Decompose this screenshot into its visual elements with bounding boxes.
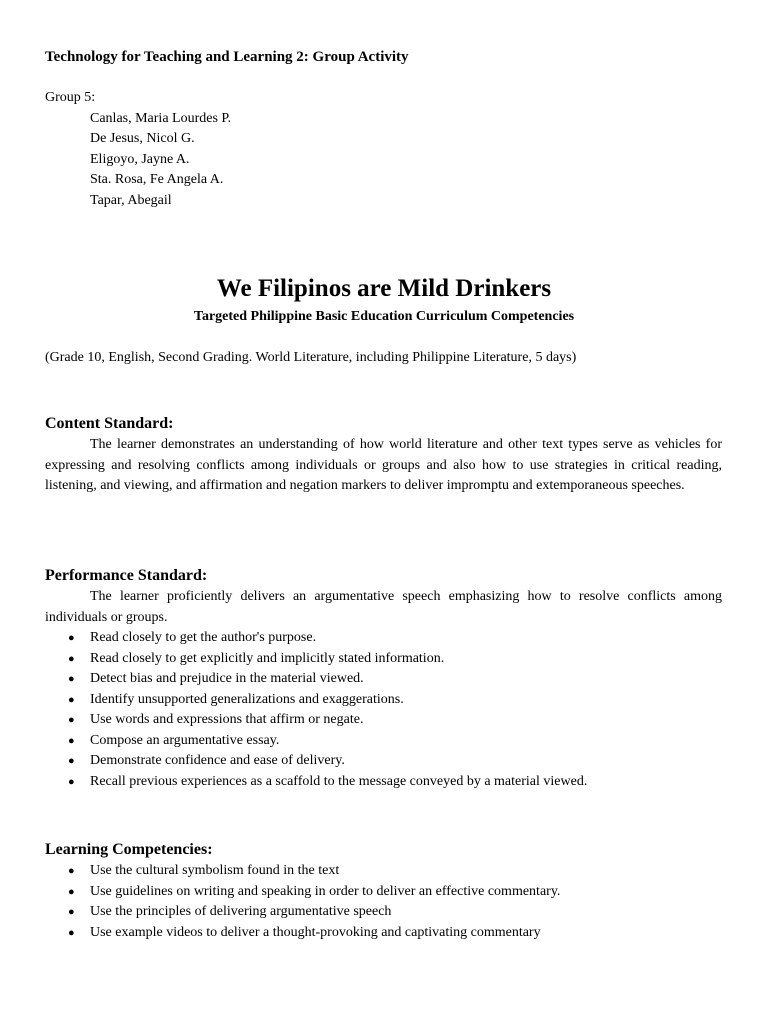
member-name: De Jesus, Nicol G. (90, 131, 195, 146)
grade-info: (Grade 10, English, Second Grading. World Literature, including Philippine Literature, 5 days) (45, 350, 577, 365)
list-item (45, 710, 722, 731)
list-item (45, 923, 722, 944)
list-item-text: Use guidelines on writing and speaking in order to deliver an effective commentary. (90, 883, 561, 899)
list-item-text: Use the cultural symbolism found in the text (90, 863, 340, 878)
bullet-list (45, 628, 722, 792)
list-item-text: Use words and expressions that affirm or negate. (90, 712, 364, 727)
list-item-text: Compose an argumentative essay. (90, 732, 280, 748)
list-item-text: Use the principles of delivering argumentative speech (90, 904, 392, 919)
bullet-icon: ● (68, 755, 75, 767)
bullet-icon: ● (68, 693, 75, 706)
section-heading: Performance Standard: (45, 567, 208, 584)
performance-standard-section (45, 565, 722, 792)
list-item-text: Read closely to get explicitly and implicitly stated information. (90, 650, 445, 666)
bullet-icon: ● (68, 865, 75, 877)
list-item (45, 649, 722, 670)
bullet-icon: ● (68, 885, 75, 898)
member-name: Eligoyo, Jayne A. (90, 151, 190, 167)
bullet-list (45, 861, 722, 943)
bullet-icon: ● (68, 673, 75, 685)
list-item-text: Read closely to get the author's purpose. (90, 630, 317, 645)
list-item (45, 731, 722, 752)
section-heading: Learning Competencies: (45, 841, 213, 858)
group-block (45, 88, 231, 211)
list-item-text: Detect bias and prejudice in the material viewed. (90, 671, 364, 686)
bullet-icon: ● (68, 714, 75, 726)
content-standard-text: The learner demonstrates an understanding of how world literature and other text types serve as vehicles for expressing and resolving conflicts among individuals or groups and also how to use strategies in critical reading, listening, and viewing, and affirmation and negation markers to deliver impromptu and extemporaneous speeches. (45, 437, 722, 493)
group-label: Group 5: (45, 90, 96, 105)
bullet-icon: ● (68, 734, 75, 747)
list-item-text: Demonstrate confidence and ease of delivery. (90, 753, 345, 768)
section-heading: Content Standard: (45, 415, 174, 432)
list-item (45, 772, 722, 793)
list-item (45, 669, 722, 690)
member-name: Sta. Rosa, Fe Angela A. (90, 172, 224, 187)
list-item-text: Identify unsupported generalizations and exaggerations. (90, 691, 404, 707)
content-standard-section (45, 413, 722, 497)
bullet-icon: ● (68, 906, 75, 918)
list-item-text: Use example videos to deliver a thought-provoking and captivating commentary (90, 924, 541, 940)
list-item (45, 902, 722, 923)
course-title: Technology for Teaching and Learning 2: Group Activity (45, 49, 409, 65)
member-name: Tapar, Abegail (90, 192, 172, 208)
list-item (45, 861, 722, 882)
member-name: Canlas, Maria Lourdes P. (90, 110, 232, 126)
list-item (45, 628, 722, 649)
list-item-text: Recall previous experiences as a scaffold to the message conveyed by a material viewed. (90, 773, 588, 789)
document-subtitle: Targeted Philippine Basic Education Curriculum Competencies (193, 309, 575, 324)
performance-standard-text: The learner proficiently delivers an argumentative speech emphasizing how to resolve conflicts among individuals or groups. (45, 589, 722, 625)
bullet-icon: ● (68, 775, 75, 788)
list-item (45, 690, 722, 711)
document-title: We Filipinos are Mild Drinkers (216, 275, 552, 302)
bullet-icon: ● (68, 652, 75, 665)
list-item (45, 882, 722, 903)
list-item (45, 751, 722, 772)
bullet-icon: ● (68, 926, 75, 939)
bullet-icon: ● (68, 632, 75, 644)
member-list (45, 109, 231, 212)
learning-competencies-section (45, 839, 722, 943)
